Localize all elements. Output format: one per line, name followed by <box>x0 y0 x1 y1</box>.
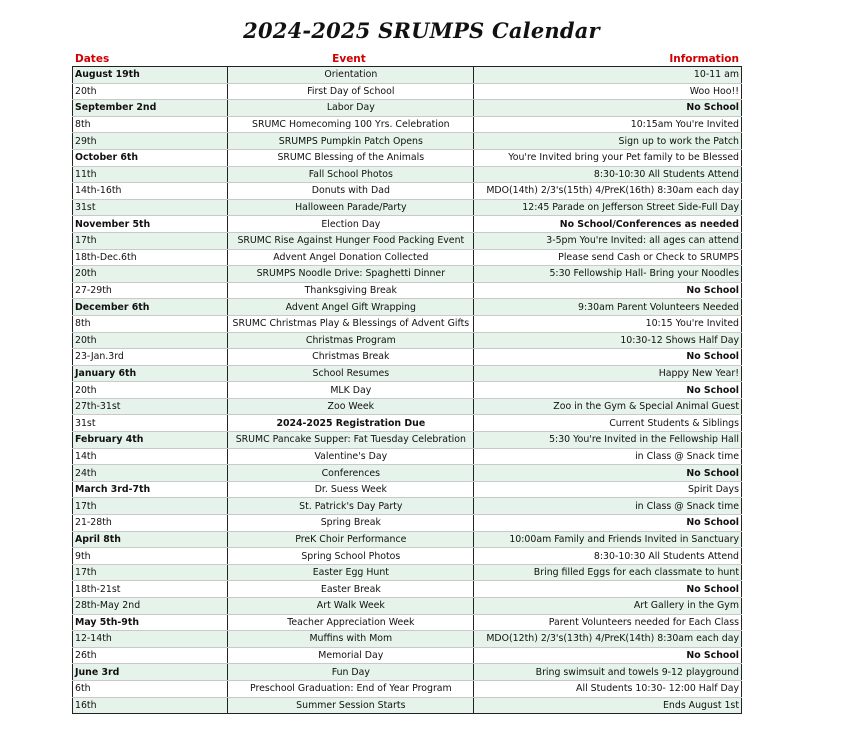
table-row <box>73 515 742 532</box>
table-row <box>73 432 742 449</box>
info-cell: No School <box>474 100 742 117</box>
event-cell: Spring Break <box>228 515 474 532</box>
date-cell: 23-Jan.3rd <box>73 349 228 366</box>
event-cell: Fun Day <box>228 664 474 681</box>
table-row <box>73 282 742 299</box>
event-cell: MLK Day <box>228 382 474 399</box>
table-row <box>73 564 742 581</box>
table-row <box>73 100 742 117</box>
table-row <box>73 664 742 681</box>
date-cell: 18th-21st <box>73 581 228 598</box>
date-cell: 11th <box>73 166 228 183</box>
date-cell: 8th <box>73 116 228 133</box>
date-cell: 9th <box>73 548 228 565</box>
event-cell: Thanksgiving Break <box>228 282 474 299</box>
table-row <box>73 382 742 399</box>
event-cell: First Day of School <box>228 83 474 100</box>
info-cell: Please send Cash or Check to SRUMPS <box>474 249 742 266</box>
date-cell: 20th <box>73 332 228 349</box>
info-cell: 5:30 You're Invited in the Fellowship Hall <box>474 432 742 449</box>
date-cell: 21-28th <box>73 515 228 532</box>
event-cell: Donuts with Dad <box>228 183 474 200</box>
date-cell: 14th-16th <box>73 183 228 200</box>
info-cell: No School <box>474 647 742 664</box>
date-cell: 27-29th <box>73 282 228 299</box>
date-cell: 17th <box>73 498 228 515</box>
table-row <box>73 581 742 598</box>
date-cell: 20th <box>73 382 228 399</box>
date-cell: June 3rd <box>73 664 228 681</box>
event-cell: St. Patrick's Day Party <box>228 498 474 515</box>
event-cell: Conferences <box>228 465 474 482</box>
date-cell: 26th <box>73 647 228 664</box>
event-cell: Memorial Day <box>228 647 474 664</box>
date-cell: December 6th <box>73 299 228 316</box>
date-cell: August 19th <box>73 67 228 84</box>
event-cell: SRUMPS Noodle Drive: Spaghetti Dinner <box>228 266 474 283</box>
info-cell: No School/Conferences as needed <box>474 216 742 233</box>
info-cell: in Class @ Snack time <box>474 448 742 465</box>
event-cell: Fall School Photos <box>228 166 474 183</box>
info-cell: Ends August 1st <box>474 697 742 714</box>
info-cell: 3-5pm You're Invited: all ages can attend <box>474 232 742 249</box>
date-cell: 8th <box>73 315 228 332</box>
table-row <box>73 116 742 133</box>
info-cell: 10:30-12 Shows Half Day <box>474 332 742 349</box>
table-row <box>73 299 742 316</box>
event-cell: Orientation <box>228 67 474 84</box>
table-row <box>73 365 742 382</box>
table-row <box>73 398 742 415</box>
date-cell: 17th <box>73 564 228 581</box>
info-cell: MDO(14th) 2/3's(15th) 4/PreK(16th) 8:30am each day <box>474 183 742 200</box>
table-row <box>73 133 742 150</box>
page-title: 2024-2025 SRUMPS Calendar <box>243 18 600 43</box>
event-cell: SRUMC Christmas Play & Blessings of Advent Gifts <box>228 315 474 332</box>
info-cell: Bring swimsuit and towels 9-12 playground <box>474 664 742 681</box>
table-row <box>73 448 742 465</box>
info-cell: All Students 10:30- 12:00 Half Day <box>474 680 742 697</box>
table-row <box>73 315 742 332</box>
table-row <box>73 266 742 283</box>
info-cell: Sign up to work the Patch <box>474 133 742 150</box>
info-cell: 12:45 Parade on Jefferson Street Side-Full Day <box>474 199 742 216</box>
info-cell: 5:30 Fellowship Hall- Bring your Noodles <box>474 266 742 283</box>
event-cell: Teacher Appreciation Week <box>228 614 474 631</box>
table-row <box>73 465 742 482</box>
date-cell: 12-14th <box>73 631 228 648</box>
table-row <box>73 680 742 697</box>
info-cell: 8:30-10:30 All Students Attend <box>474 166 742 183</box>
table-row <box>73 415 742 432</box>
table-row <box>73 498 742 515</box>
table-row <box>73 598 742 615</box>
table-row <box>73 149 742 166</box>
event-cell: SRUMC Blessing of the Animals <box>228 149 474 166</box>
table-row <box>73 166 742 183</box>
event-cell: Christmas Program <box>228 332 474 349</box>
info-cell: You're Invited bring your Pet family to be Blessed <box>474 149 742 166</box>
date-cell: 16th <box>73 697 228 714</box>
table-row <box>73 548 742 565</box>
info-cell: 10:15 You're Invited <box>474 315 742 332</box>
table-row <box>73 183 742 200</box>
table-row <box>73 481 742 498</box>
table-row <box>73 349 742 366</box>
table-row <box>73 216 742 233</box>
info-cell: Parent Volunteers needed for Each Class <box>474 614 742 631</box>
event-cell: Advent Angel Gift Wrapping <box>228 299 474 316</box>
event-cell: PreK Choir Performance <box>228 531 474 548</box>
event-cell: Dr. Suess Week <box>228 481 474 498</box>
event-cell: Election Day <box>228 216 474 233</box>
date-cell: 18th-Dec.6th <box>73 249 228 266</box>
date-cell: April 8th <box>73 531 228 548</box>
date-cell: 6th <box>73 680 228 697</box>
date-cell: 31st <box>73 415 228 432</box>
info-cell: Bring filled Eggs for each classmate to hunt <box>474 564 742 581</box>
table-row <box>73 249 742 266</box>
info-cell: 10-11 am <box>474 67 742 84</box>
event-cell: SRUMC Pancake Supper: Fat Tuesday Celebration <box>228 432 474 449</box>
table-row <box>73 232 742 249</box>
table-row <box>73 332 742 349</box>
info-cell: 10:15am You're Invited <box>474 116 742 133</box>
info-cell: No School <box>474 349 742 366</box>
date-cell: 17th <box>73 232 228 249</box>
event-cell: Summer Session Starts <box>228 697 474 714</box>
event-cell: SRUMC Rise Against Hunger Food Packing Event <box>228 232 474 249</box>
calendar-table <box>72 66 742 714</box>
event-cell: School Resumes <box>228 365 474 382</box>
info-cell: Current Students & Siblings <box>474 415 742 432</box>
info-cell: No School <box>474 581 742 598</box>
info-cell: Happy New Year! <box>474 365 742 382</box>
info-cell: No School <box>474 382 742 399</box>
table-row <box>73 614 742 631</box>
event-cell: Preschool Graduation: End of Year Program <box>228 680 474 697</box>
info-cell: No School <box>474 465 742 482</box>
event-cell: Christmas Break <box>228 349 474 366</box>
table-row <box>73 697 742 714</box>
info-cell: No School <box>474 515 742 532</box>
table-row <box>73 647 742 664</box>
date-cell: January 6th <box>73 365 228 382</box>
date-cell: November 5th <box>73 216 228 233</box>
event-cell: Halloween Parade/Party <box>228 199 474 216</box>
date-cell: February 4th <box>73 432 228 449</box>
event-cell: Art Walk Week <box>228 598 474 615</box>
event-cell: 2024-2025 Registration Due <box>228 415 474 432</box>
column-header-information: Information <box>669 53 739 65</box>
date-cell: 20th <box>73 266 228 283</box>
event-cell: Spring School Photos <box>228 548 474 565</box>
info-cell: Woo Hoo!! <box>474 83 742 100</box>
table-row <box>73 199 742 216</box>
event-cell: Valentine's Day <box>228 448 474 465</box>
event-cell: SRUMC Homecoming 100 Yrs. Celebration <box>228 116 474 133</box>
date-cell: 24th <box>73 465 228 482</box>
info-cell: 10:00am Family and Friends Invited in Sanctuary <box>474 531 742 548</box>
date-cell: 27th-31st <box>73 398 228 415</box>
event-cell: Easter Break <box>228 581 474 598</box>
event-cell: Labor Day <box>228 100 474 117</box>
info-cell: in Class @ Snack time <box>474 498 742 515</box>
info-cell: Art Gallery in the Gym <box>474 598 742 615</box>
date-cell: 31st <box>73 199 228 216</box>
info-cell: 9:30am Parent Volunteers Needed <box>474 299 742 316</box>
table-row <box>73 83 742 100</box>
event-cell: Easter Egg Hunt <box>228 564 474 581</box>
table-row <box>73 631 742 648</box>
event-cell: Zoo Week <box>228 398 474 415</box>
column-header-event: Event <box>332 53 366 65</box>
event-cell: SRUMPS Pumpkin Patch Opens <box>228 133 474 150</box>
info-cell: MDO(12th) 2/3's(13th) 4/PreK(14th) 8:30am each day <box>474 631 742 648</box>
column-header-dates: Dates <box>75 53 110 65</box>
date-cell: March 3rd-7th <box>73 481 228 498</box>
date-cell: September 2nd <box>73 100 228 117</box>
date-cell: May 5th-9th <box>73 614 228 631</box>
info-cell: 8:30-10:30 All Students Attend <box>474 548 742 565</box>
date-cell: 29th <box>73 133 228 150</box>
event-cell: Muffins with Mom <box>228 631 474 648</box>
info-cell: Zoo in the Gym & Special Animal Guest <box>474 398 742 415</box>
date-cell: 28th-May 2nd <box>73 598 228 615</box>
info-cell: Spirit Days <box>474 481 742 498</box>
date-cell: 14th <box>73 448 228 465</box>
event-cell: Advent Angel Donation Collected <box>228 249 474 266</box>
table-row <box>73 67 742 84</box>
date-cell: 20th <box>73 83 228 100</box>
table-row <box>73 531 742 548</box>
info-cell: No School <box>474 282 742 299</box>
date-cell: October 6th <box>73 149 228 166</box>
